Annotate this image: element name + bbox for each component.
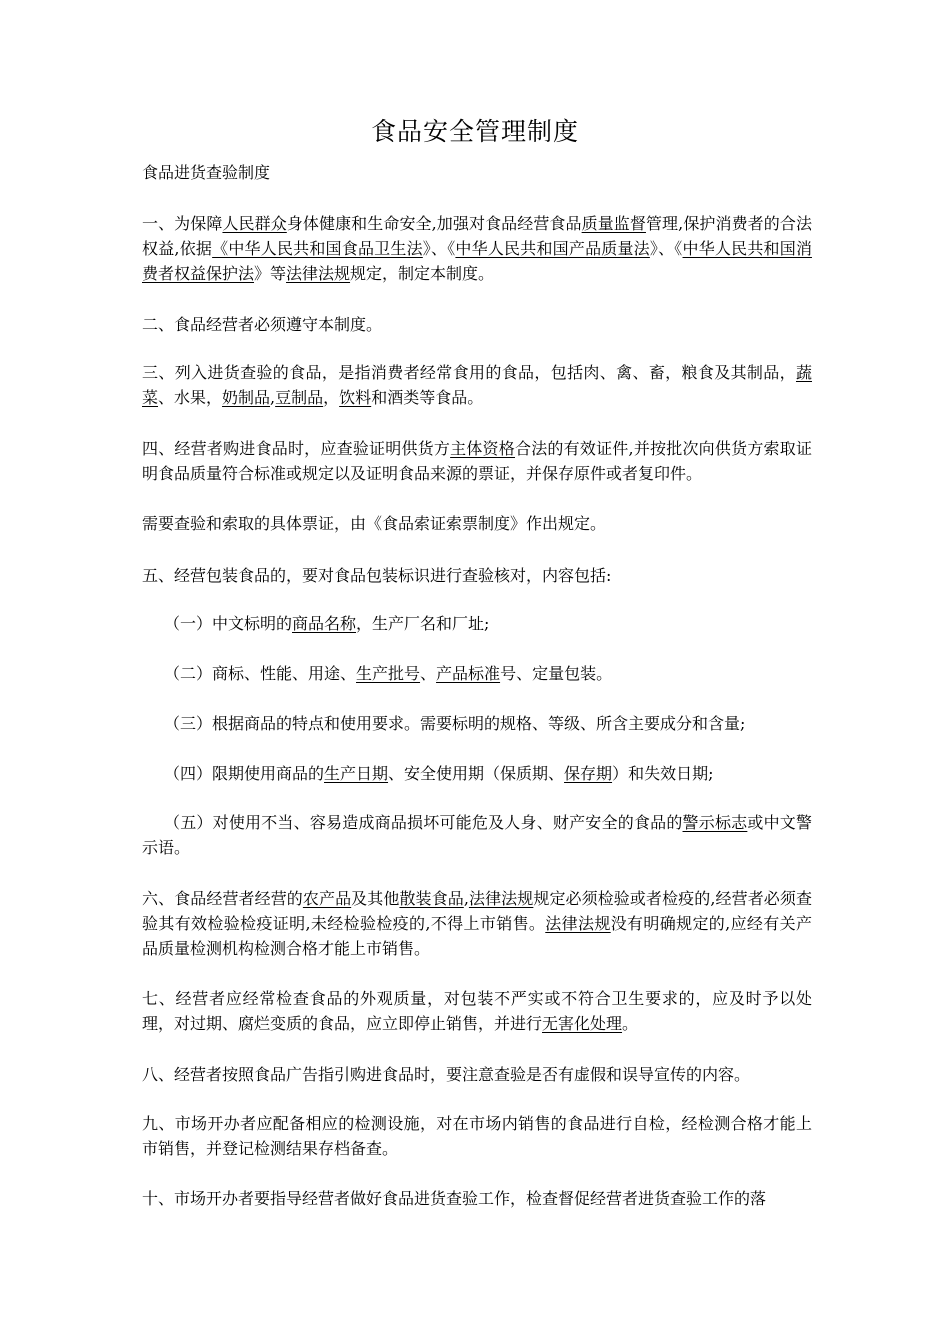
text-run: 十、市场开办者要指导经营者做好食品进货查验工作，检查督促经营者进货查验工作的落 [142,1189,767,1208]
list-item-5 [142,810,812,860]
text-run: 合法的有效证件,并按批次向供货方索取证明食品质量符合标准或规定以及证明食品来源的票证，并保存原件或者复印件。 [142,439,812,483]
paragraph-11 [142,1186,812,1211]
text-run: 三、列入进货查验的食品，是指消费者经常食用的食品，包括肉、禽、畜，粮食及其制品， [142,363,796,382]
text-run: 管理,保护消费者的合法权益,依据 [142,214,812,258]
list-item-1 [164,611,812,636]
paragraph-2 [142,312,812,337]
paragraph-9 [142,1062,812,1087]
text-run: （二）商标、性能、用途、 [164,664,357,683]
underlined-term: 主体资格 [450,439,515,458]
underlined-term: 人民群众 [222,214,287,233]
text-run: 规定必须检验或者检疫的,经营者必须查验其有效检验检疫证明,未经检验检疫的,不得上市销售。 [142,889,812,933]
paragraph-1 [142,211,812,286]
list-item-4 [164,761,812,786]
underlined-term: 无害化处理 [542,1014,623,1033]
paragraph-5 [142,511,812,536]
text-run: 身体健康和生命安全,加强对食品经营食品 [286,214,582,233]
underlined-term: 蔬菜 [142,363,812,407]
underlined-term: 《中华人民共和国食品卫生法 [212,239,423,258]
paragraph-10 [142,1111,812,1161]
paragraph-4 [142,436,812,486]
text-run: 四、经营者购进食品时，应查验证明供货方 [142,439,451,458]
text-run: （四）限期使用商品的 [164,764,325,783]
text-run: 》、《 [649,239,683,258]
text-run: 需要查验和索取的具体票证，由《食品索证索票制度》作出规定。 [142,514,607,533]
underlined-term: 法律法规 [468,889,534,908]
text-run: 九、市场开办者应配备相应的检测设施，对在市场内销售的食品进行自检，经检测合格才能上市销售，并登记检测结果存档备查。 [142,1114,812,1158]
underlined-term: 商品名称 [292,614,357,633]
underlined-term: 质量监督 [581,214,646,233]
section-subtitle: 食品进货查验制度 [142,163,271,182]
list-item-2 [164,661,812,686]
paragraph-8 [142,986,812,1036]
underlined-term: 中华人民共和国消费者权益保护法 [142,239,812,283]
underlined-term: 警示标志 [682,813,748,832]
text-run: 和酒类等食品。 [371,388,484,407]
text-run: 一、为保障 [142,214,223,233]
text-run: （三）根据商品的特点和使用要求。需要标明的规格、等级、所含主要成分和含量; [164,714,746,733]
underlined-term: 散装食品 [399,889,464,908]
text-run: 规定，制定本制度。 [350,264,495,283]
text-run: 六、食品经营者经营的 [142,889,303,908]
text-run: （一）中文标明的 [164,614,293,633]
text-run: 。 [622,1014,639,1033]
underlined-term: 中华人民共和国产品质量法 [455,239,650,258]
text-run: 二、食品经营者必须遵守本制度。 [142,315,383,334]
text-run: , [270,388,276,407]
text-run: ， [323,388,340,407]
text-run: 七、经营者应经常检查食品的外观质量，对包装不严实或不符合卫生要求的，应及时予以处理，对过期、腐烂变质的食品，应立即停止销售，并进行 [142,989,812,1033]
underlined-term: 生产日期 [324,764,389,783]
text-run: 或中文警示语。 [142,813,812,857]
underlined-term: 法律法规 [286,264,351,283]
underlined-term: 奶制品 [222,388,271,407]
paragraph-7 [142,886,812,961]
text-run: 》、《 [422,239,456,258]
underlined-term: 饮料 [339,388,372,407]
text-run: 没有明确规定的,应经有关产品质量检测机构检测合格才能上市销售。 [142,914,812,958]
text-run: 五、经营包装食品的，要对食品包装标识进行查验核对，内容包括: [142,566,612,585]
underlined-term: 豆制品 [275,388,324,407]
text-run: 、水果， [158,388,223,407]
text-run: , [463,889,469,908]
paragraph-3 [142,360,812,410]
underlined-term: 农产品 [302,889,352,908]
text-run: 》等 [254,264,287,283]
underlined-term: 生产批号 [356,664,421,683]
text-run: ，生产厂名和厂址; [356,614,490,633]
text-run: 号、定量包装。 [500,664,613,683]
underlined-term: 保存期 [564,764,613,783]
text-run: ）和失效日期; [612,764,714,783]
document-title: 食品安全管理制度 [370,117,579,146]
paragraph-6 [142,563,812,588]
underlined-term: 产品标准 [436,664,501,683]
list-item-3 [164,711,812,736]
text-run: （五）对使用不当、容易造成商品损坏可能危及人身、财产安全的食品的 [164,813,683,832]
text-run: 八、经营者按照食品广告指引购进食品时，要注意查验是否有虚假和误导宣传的内容。 [142,1065,751,1084]
text-run: 、 [420,664,437,683]
text-run: 及其他 [351,889,400,908]
text-run: 、安全使用期（保质期、 [388,764,565,783]
underlined-term: 法律法规 [545,914,611,933]
